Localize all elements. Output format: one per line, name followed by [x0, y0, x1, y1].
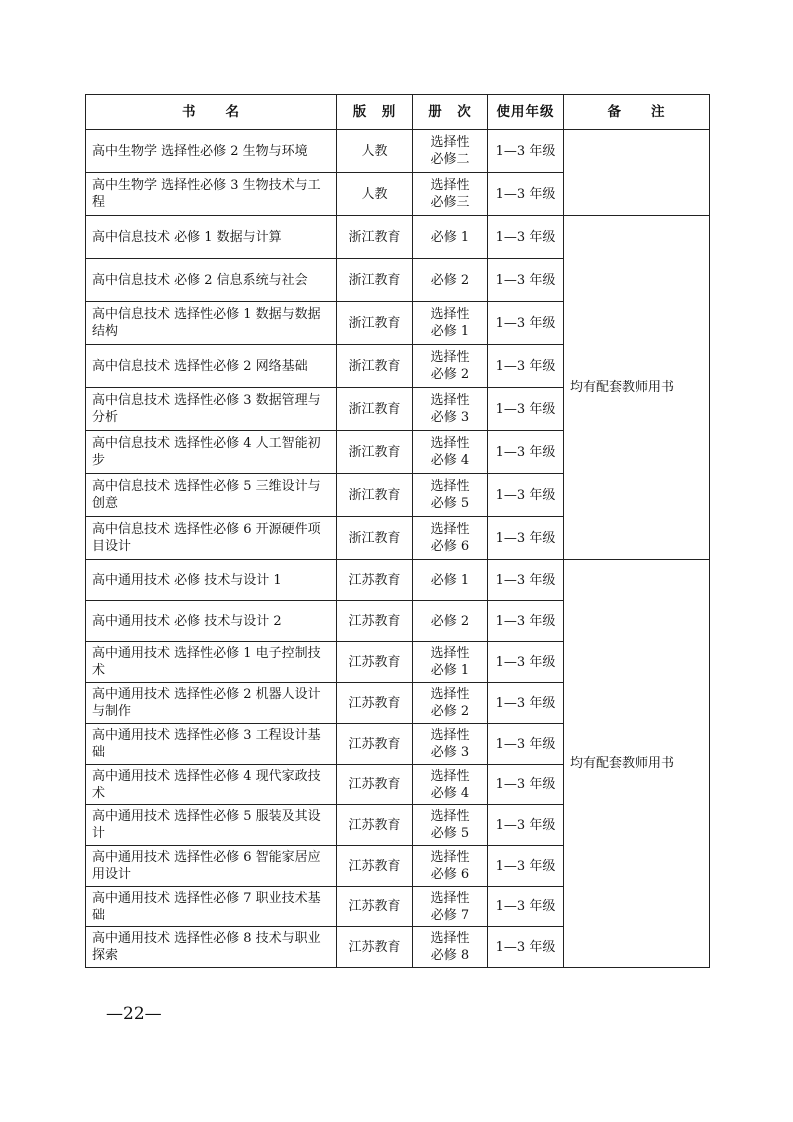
volume-cell: 选择性必修 5: [413, 805, 488, 846]
book-name-cell: 高中通用技术 选择性必修 8 技术与职业探索: [86, 927, 337, 968]
book-name-cell: 高中通用技术 选择性必修 1 电子控制技术: [86, 642, 337, 683]
volume-cell: 选择性必修三: [413, 173, 488, 216]
table-header-row: [86, 95, 710, 130]
book-name-cell: 高中信息技术 选择性必修 2 网络基础: [86, 345, 337, 388]
grade-cell: 1—3 年级: [488, 724, 564, 765]
book-name-cell: 高中通用技术 选择性必修 5 服装及其设计: [86, 805, 337, 846]
edition-cell: 江苏教育: [337, 927, 413, 968]
volume-cell: 选择性必修二: [413, 130, 488, 173]
grade-cell: 1—3 年级: [488, 517, 564, 560]
volume-cell: 选择性必修 3: [413, 388, 488, 431]
volume-cell: 选择性必修 4: [413, 765, 488, 805]
edition-cell: 浙江教育: [337, 431, 413, 474]
header-volume: 册 次: [413, 95, 488, 130]
book-name-cell: 高中生物学 选择性必修 3 生物技术与工程: [86, 173, 337, 216]
grade-cell: 1—3 年级: [488, 805, 564, 846]
table-body: [86, 130, 710, 968]
edition-cell: 浙江教育: [337, 259, 413, 302]
book-name-cell: 高中生物学 选择性必修 2 生物与环境: [86, 130, 337, 173]
volume-cell: 选择性必修 5: [413, 474, 488, 517]
edition-cell: 江苏教育: [337, 683, 413, 724]
edition-cell: 浙江教育: [337, 302, 413, 345]
volume-cell: 必修 1: [413, 560, 488, 601]
grade-cell: 1—3 年级: [488, 173, 564, 216]
table-row: [86, 560, 710, 601]
edition-cell: 江苏教育: [337, 846, 413, 887]
edition-cell: 江苏教育: [337, 601, 413, 642]
grade-cell: 1—3 年级: [488, 927, 564, 968]
note-cell: 均有配套教师用书: [564, 216, 710, 560]
edition-cell: 人教: [337, 130, 413, 173]
grade-cell: 1—3 年级: [488, 130, 564, 173]
page-number: —22—: [106, 1004, 162, 1024]
grade-cell: 1—3 年级: [488, 560, 564, 601]
grade-cell: 1—3 年级: [488, 259, 564, 302]
edition-cell: 人教: [337, 173, 413, 216]
edition-cell: 江苏教育: [337, 642, 413, 683]
table-row: [86, 216, 710, 259]
volume-cell: 选择性必修 1: [413, 302, 488, 345]
grade-cell: 1—3 年级: [488, 765, 564, 805]
note-cell: [564, 130, 710, 216]
book-name-cell: 高中通用技术 选择性必修 4 现代家政技术: [86, 765, 337, 805]
book-name-cell: 高中信息技术 选择性必修 4 人工智能初步: [86, 431, 337, 474]
note-cell: 均有配套教师用书: [564, 560, 710, 968]
edition-cell: 江苏教育: [337, 560, 413, 601]
book-name-cell: 高中通用技术 选择性必修 2 机器人设计与制作: [86, 683, 337, 724]
grade-cell: 1—3 年级: [488, 683, 564, 724]
volume-cell: 必修 1: [413, 216, 488, 259]
book-name-cell: 高中通用技术 选择性必修 6 智能家居应用设计: [86, 846, 337, 887]
book-name-cell: 高中信息技术 选择性必修 5 三维设计与创意: [86, 474, 337, 517]
volume-cell: 必修 2: [413, 259, 488, 302]
edition-cell: 浙江教育: [337, 517, 413, 560]
book-name-cell: 高中通用技术 必修 技术与设计 2: [86, 601, 337, 642]
book-name-cell: 高中信息技术 必修 1 数据与计算: [86, 216, 337, 259]
edition-cell: 江苏教育: [337, 805, 413, 846]
edition-cell: 江苏教育: [337, 724, 413, 765]
edition-cell: 江苏教育: [337, 765, 413, 805]
header-edition: 版 别: [337, 95, 413, 130]
volume-cell: 必修 2: [413, 601, 488, 642]
grade-cell: 1—3 年级: [488, 431, 564, 474]
textbook-table: [85, 94, 710, 968]
volume-cell: 选择性必修 6: [413, 846, 488, 887]
grade-cell: 1—3 年级: [488, 474, 564, 517]
grade-cell: 1—3 年级: [488, 216, 564, 259]
volume-cell: 选择性必修 6: [413, 517, 488, 560]
book-name-cell: 高中信息技术 必修 2 信息系统与社会: [86, 259, 337, 302]
grade-cell: 1—3 年级: [488, 302, 564, 345]
volume-cell: 选择性必修 4: [413, 431, 488, 474]
grade-cell: 1—3 年级: [488, 887, 564, 927]
volume-cell: 选择性必修 7: [413, 887, 488, 927]
grade-cell: 1—3 年级: [488, 642, 564, 683]
edition-cell: 浙江教育: [337, 216, 413, 259]
book-name-cell: 高中通用技术 选择性必修 7 职业技术基础: [86, 887, 337, 927]
volume-cell: 选择性必修 2: [413, 345, 488, 388]
grade-cell: 1—3 年级: [488, 388, 564, 431]
volume-cell: 选择性必修 8: [413, 927, 488, 968]
book-name-cell: 高中信息技术 选择性必修 1 数据与数据结构: [86, 302, 337, 345]
grade-cell: 1—3 年级: [488, 601, 564, 642]
book-name-cell: 高中信息技术 选择性必修 6 开源硬件项目设计: [86, 517, 337, 560]
header-book-name: 书 名: [86, 95, 337, 130]
edition-cell: 浙江教育: [337, 388, 413, 431]
book-name-cell: 高中通用技术 选择性必修 3 工程设计基础: [86, 724, 337, 765]
edition-cell: 浙江教育: [337, 474, 413, 517]
header-grade: 使用年级: [488, 95, 564, 130]
grade-cell: 1—3 年级: [488, 345, 564, 388]
volume-cell: 选择性必修 3: [413, 724, 488, 765]
edition-cell: 浙江教育: [337, 345, 413, 388]
table-row: [86, 130, 710, 173]
volume-cell: 选择性必修 2: [413, 683, 488, 724]
grade-cell: 1—3 年级: [488, 846, 564, 887]
header-note: 备 注: [564, 95, 710, 130]
book-name-cell: 高中信息技术 选择性必修 3 数据管理与分析: [86, 388, 337, 431]
book-name-cell: 高中通用技术 必修 技术与设计 1: [86, 560, 337, 601]
edition-cell: 江苏教育: [337, 887, 413, 927]
volume-cell: 选择性必修 1: [413, 642, 488, 683]
